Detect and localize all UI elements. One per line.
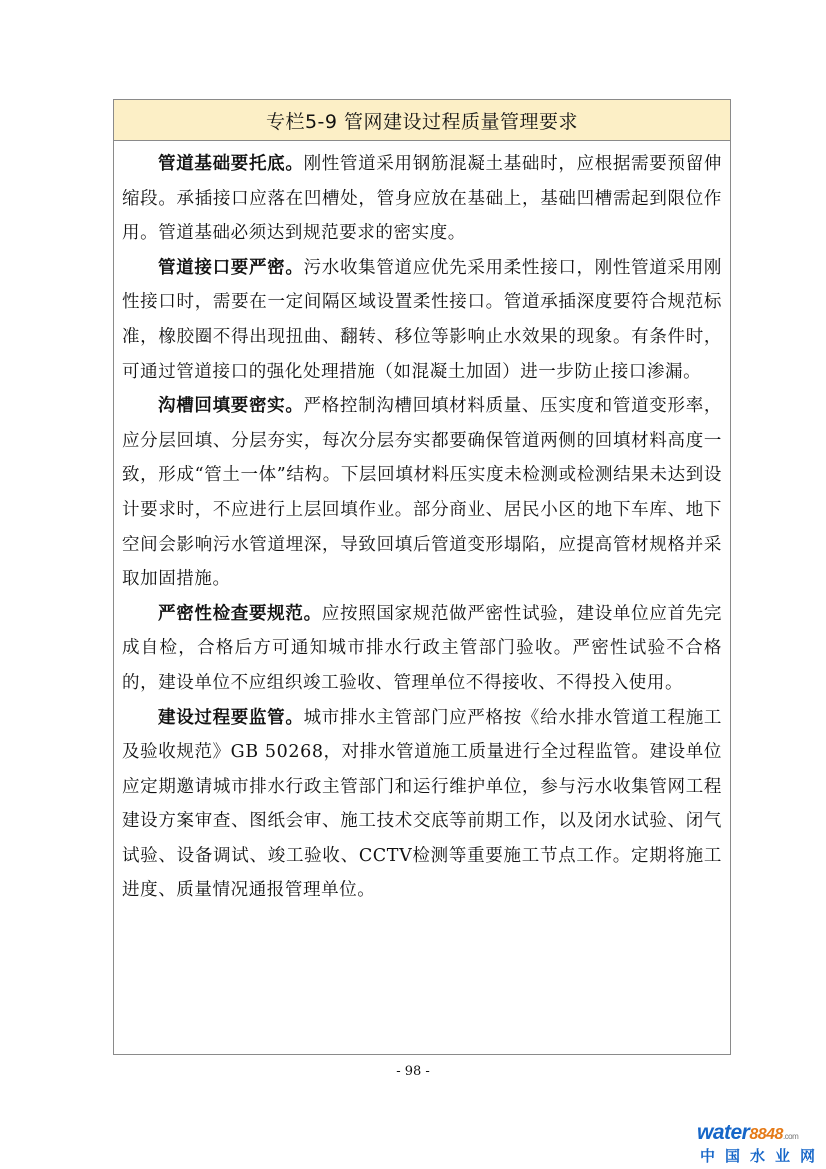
paragraph [122,701,722,909]
paragraph [122,389,722,597]
box-body [114,141,730,908]
paragraph-lead: 沟槽回填要密实。 [158,396,304,417]
box-title: 专栏5-9 管网建设过程质量管理要求 [114,100,730,141]
paragraph-text: 城市排水主管部门应严格按《给水排水管道工程施工及验收规范》GB 50268，对排水管道施工质量进行全过程监管。建设单位应定期邀请城市排水行政主管部门和运行维护单位，参与污水收集管网工程建设方案审查、图纸会审、施工技术交底等前期工作，以及闭水试验、闭气试验、设备调试、竣工验收、CCTV检测等重要施工节点工作。定期将施工进度、质量情况通报管理单位。 [122,707,722,901]
paragraph [122,147,722,251]
paragraph-text: 污水收集管道应优先采用柔性接口，刚性管道采用刚性接口时，需要在一定间隔区域设置柔性接口。管道承插深度要符合规范标准，橡胶圈不得出现扭曲、翻转、移位等影响止水效果的现象。有条件时，可通过管道接口的强化处理措施（如混凝土加固）进一步防止接口渗漏。 [122,257,722,382]
page-number: - 98 - [396,1064,430,1079]
paragraph-lead: 建设过程要监管。 [158,707,304,728]
feature-box [113,99,731,1055]
paragraph-lead: 管道基础要托底。 [158,154,304,174]
paragraph [122,597,722,701]
paragraph-lead: 严密性检查要规范。 [158,603,322,624]
watermark-logo: water8848.com [697,1121,799,1144]
paragraph [122,251,722,389]
watermark-cn: 中国水业网 [700,1147,826,1165]
paragraph-text: 应按照国家规范做严密性试验，建设单位应首先完成自检，合格后方可通知城市排水行政主管部门验收。严密性试验不合格的，建设单位不应组织竣工验收、管理单位不得接收、不得投入使用。 [122,603,723,693]
paragraph-text: 严格控制沟槽回填材料质量、压实度和管道变形率，应分层回填、分层夯实，每次分层夯实都要确保管道两侧的回填材料高度一致，形成“管土一体”结构。下层回填材料压实度未检测或检测结果未达到设计要求时，不应进行上层回填作业。部分商业、居民小区的地下车库、地下空间会影响污水管道埋深，导致回填后管道变形塌陷，应提高管材规格并采取加固措施。 [122,396,722,590]
paragraph-lead: 管道接口要严密。 [158,257,304,278]
paragraph-text: 刚性管道采用钢筋混凝土基础时，应根据需要预留伸缩段。承插接口应落在凹槽处，管身应放在基础上，基础凹槽需起到限位作用。管道基础必须达到规范要求的密实度。 [122,154,722,244]
